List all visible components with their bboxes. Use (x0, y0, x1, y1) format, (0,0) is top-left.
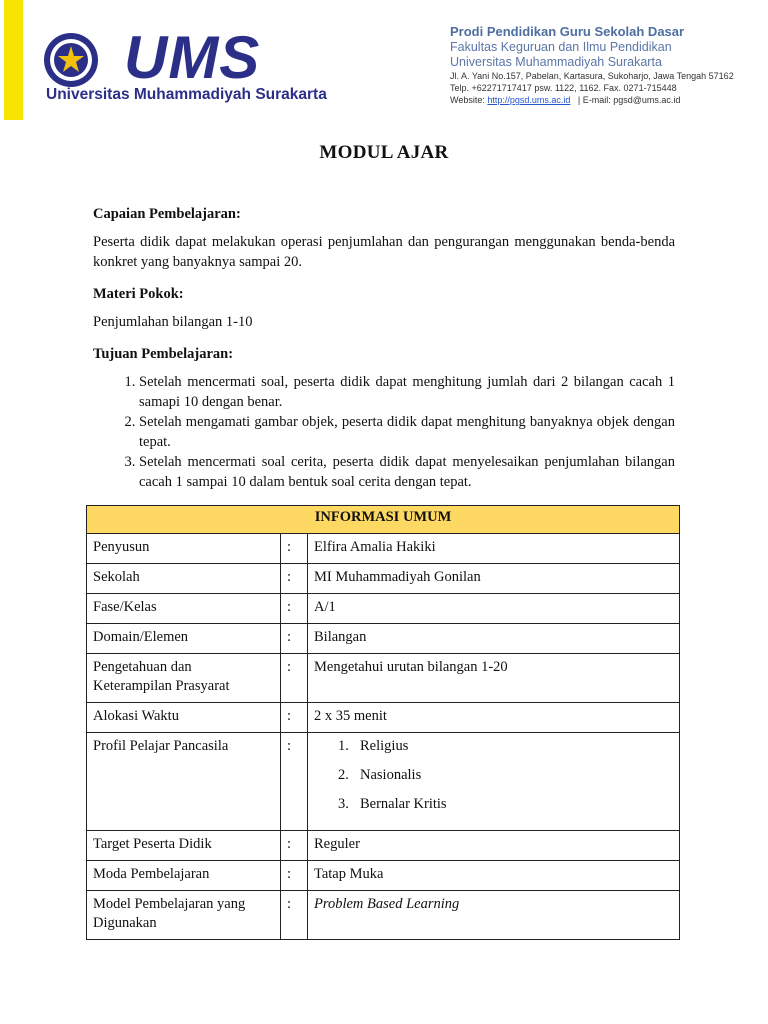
row-value: Problem Based Learning (308, 891, 680, 940)
list-item (314, 795, 673, 824)
prodi-name: Prodi Pendidikan Guru Sekolah Dasar (450, 24, 685, 39)
materi-heading: Materi Pokok: (93, 286, 184, 302)
list-number: 2. (338, 767, 349, 783)
tujuan-list (93, 372, 675, 492)
row-label: Target Peserta Didik (87, 831, 281, 861)
row-label: Alokasi Waktu (87, 703, 281, 733)
row-value: Mengetahui urutan bilangan 1-20 (308, 654, 680, 703)
list-item (314, 766, 673, 795)
list-item: 2. Setelah mengamati gambar objek, peserta didik dapat menghitung banyaknya objek dengan tepat. (139, 412, 675, 452)
faculty-name: Fakultas Keguruan dan Ilmu Pendidikan (450, 40, 672, 54)
row-label: Fase/Kelas (87, 594, 281, 624)
table-row (87, 861, 680, 891)
document-body (93, 204, 675, 492)
row-value: 2 x 35 menit (308, 703, 680, 733)
list-number: 3. (338, 796, 349, 812)
row-separator: : (281, 624, 308, 654)
university-seal-icon (40, 32, 102, 88)
table-row (87, 594, 680, 624)
row-label: Profil Pelajar Pancasila (87, 733, 281, 831)
row-label: Moda Pembelajaran (87, 861, 281, 891)
table-row (87, 831, 680, 861)
row-value: Reguler (308, 831, 680, 861)
letterhead-info (450, 24, 762, 106)
table-row (87, 703, 680, 733)
table-header-row (87, 506, 680, 534)
row-separator: : (281, 594, 308, 624)
row-value: A/1 (308, 594, 680, 624)
list-item: 1. Setelah mencermati soal, peserta didik dapat menghitung jumlah dari 2 bilangan cacah 1 samapi 10 dengan benar. (139, 372, 675, 412)
contact-line (450, 94, 762, 106)
list-item-text: Bernalar Kritis (360, 796, 447, 812)
table-row (87, 564, 680, 594)
table-row (87, 534, 680, 564)
table-row (87, 733, 680, 831)
table-heading: INFORMASI UMUM (87, 506, 680, 534)
row-value: Elfira Amalia Hakiki (308, 534, 680, 564)
list-number: 1. (338, 738, 349, 754)
row-separator: : (281, 891, 308, 940)
capaian-text: Peserta didik dapat melakukan operasi penjumlahan dan pengurangan menggunakan benda-benda konkret yang banyaknya sampai 20. (93, 234, 675, 270)
list-item (314, 737, 673, 766)
row-value: Bilangan (308, 624, 680, 654)
row-label: Sekolah (87, 564, 281, 594)
row-separator: : (281, 564, 308, 594)
informasi-umum-table (86, 505, 680, 940)
yellow-accent-bar (4, 0, 23, 120)
profil-list (314, 737, 673, 824)
list-item-text: Religius (360, 738, 409, 754)
row-label: Domain/Elemen (87, 624, 281, 654)
row-label: Model Pembelajaran yang Digunakan (87, 891, 281, 940)
row-separator: : (281, 831, 308, 861)
logo-wordmark: UMS (124, 24, 261, 91)
row-value: MI Muhammadiyah Gonilan (308, 564, 680, 594)
materi-text: Penjumlahan bilangan 1-10 (93, 314, 253, 330)
row-separator: : (281, 703, 308, 733)
row-value: Tatap Muka (308, 861, 680, 891)
university-name: Universitas Muhammadiyah Surakarta (450, 55, 662, 69)
list-item-text: Nasionalis (360, 767, 422, 783)
website-label: Website: (450, 95, 488, 105)
website-link[interactable]: http://pgsd.ums.ac.id (487, 95, 571, 105)
row-label: Pengetahuan dan Keterampilan Prasyarat (87, 654, 281, 703)
table-row (87, 891, 680, 940)
row-value (308, 733, 680, 831)
table-row (87, 654, 680, 703)
table-row (87, 624, 680, 654)
logo-university-name: Universitas Muhammadiyah Surakarta (46, 86, 327, 103)
list-item: 3. Setelah mencermati soal cerita, peserta didik dapat menyelesaikan penjumlahan bilangan cacah 1 sampai 10 dalam bentuk soal cerita dengan tepat. (139, 452, 675, 492)
row-separator: : (281, 654, 308, 703)
row-separator: : (281, 733, 308, 831)
capaian-heading: Capaian Pembelajaran: (93, 206, 241, 222)
row-separator: : (281, 861, 308, 891)
address: Jl. A. Yani No.157, Pabelan, Kartasura, Sukoharjo, Jawa Tengah 57162 (450, 71, 734, 81)
row-separator: : (281, 534, 308, 564)
phone: Telp. +62271717417 psw. 1122, 1162. Fax. 0271-715448 (450, 83, 677, 93)
row-label: Penyusun (87, 534, 281, 564)
tujuan-heading: Tujuan Pembelajaran: (93, 346, 234, 362)
email: | E-mail: pgsd@ums.ac.id (577, 95, 681, 105)
page-title: MODUL AJAR (319, 142, 449, 163)
ums-logo (40, 24, 327, 108)
